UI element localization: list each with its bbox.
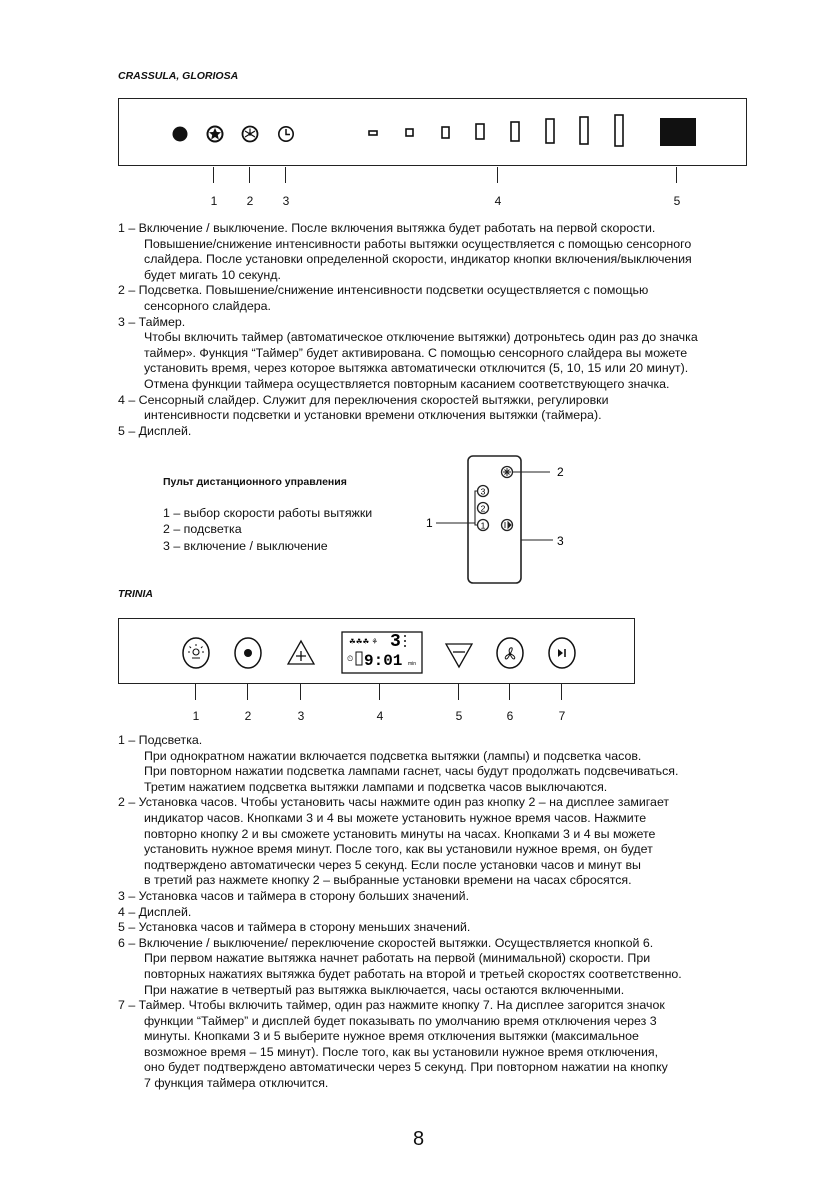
text-line: 1 – Включение / выключение. После включения вытяжка будет работать на первой скорости. [118, 221, 656, 235]
text-line: 2 – Подсветка. Повышение/снижение интенсивности подсветки осуществляется с помощью [118, 283, 649, 298]
text-line: 7 – Таймер. Чтобы включить таймер, один раз нажмите кнопку 7. На дисплее загорится значок [118, 998, 665, 1013]
text-line: 3 – Установка часов и таймера в сторону больших значений. [118, 888, 470, 903]
text-line: 1 – Подсветка. [118, 733, 203, 747]
text-line: Чтобы включить таймер (автоматическое отключение вытяжки) дотроньтесь один раз до значка [144, 330, 698, 345]
text-line: оно будет подтверждено автоматически через 5 секунд. При повторном нажатии на кнопку [144, 1060, 668, 1075]
callout-tick [561, 684, 562, 700]
remote-control-drawing [420, 455, 590, 585]
callout-number: 1 [210, 194, 218, 208]
lcd-unit: min [408, 661, 417, 667]
text-line: При нажатие в четвертый раз вытяжка выключается, часы остаются включенными. [144, 982, 625, 997]
callout-tick [213, 167, 214, 183]
callout-tick [379, 684, 380, 700]
callout-tick [300, 684, 301, 700]
display-screen [660, 118, 696, 146]
lcd-display [342, 632, 422, 673]
text-line: 4 – Дисплей. [118, 904, 192, 919]
remote-body [468, 456, 521, 583]
lcd-time: 9:01 [364, 652, 403, 670]
text-line: 5 – Установка часов и таймера в сторону меньших значений. [118, 920, 471, 935]
text-line: таймер». Функция “Таймер” будет активирована. С помощью сенсорного слайдера вы можете [144, 345, 688, 360]
slider-bars [369, 115, 623, 146]
page-number: 8 [413, 1128, 425, 1150]
fan-icon [243, 127, 258, 142]
text-line: будет мигать 10 секунд. [144, 267, 281, 282]
text-line: Повышение/снижение интенсивности работы вытяжки осуществляется с помощью сенсорного [144, 236, 692, 251]
text-line: подтверждено автоматически через 5 секунд. Если после установки часов и минут вы [144, 857, 641, 872]
text-line: 7 функция таймера отключится. [144, 1076, 329, 1091]
text-line: повторных нажатиях вытяжка будет работать на второй и третьей скоростях соответственно. [144, 966, 682, 981]
callout-number: 6 [506, 709, 514, 723]
crassula-panel-icons [119, 99, 748, 167]
power-icon [173, 127, 188, 142]
remote-legend-item: 2 – подсветка [163, 522, 242, 537]
callout-number: 4 [376, 709, 384, 723]
callout-number: 3 [297, 709, 305, 723]
text-line: сенсорного слайдера. [144, 298, 271, 313]
callout-number: 2 [557, 465, 564, 479]
callout-tick [285, 167, 286, 183]
svg-text:⏲: ⏲ [347, 654, 354, 663]
clock-icon [279, 127, 293, 141]
remote-button-label: 2 [480, 503, 486, 514]
remote-button-label: 1 [480, 520, 486, 531]
timer-button-icon [549, 638, 575, 668]
remote-legend [163, 505, 372, 554]
clock-set-button-icon [235, 638, 261, 668]
decrease-icon [446, 644, 472, 667]
remote-legend-item: 1 – выбор скорости работы вытяжки [163, 506, 373, 520]
text-line: индикатор часов. Кнопками 3 и 4 вы можете установить нужное время часов. Нажмите [144, 810, 647, 825]
callout-number: 2 [244, 709, 252, 723]
text-line: 4 – Сенсорный слайдер. Служит для переключения скоростей вытяжки, регулировки [118, 392, 609, 407]
callout-tick [195, 684, 196, 700]
light-icon [208, 127, 223, 142]
text-line: Третим нажатием подсветка вытяжки лампами и подсветка часов выключаются. [144, 779, 608, 794]
callout-tick [509, 684, 510, 700]
callout-tick [249, 167, 250, 183]
text-line: При повторном нажатии подсветка лампами гаснет, часы будут продолжать подсвечиваться. [144, 764, 679, 779]
text-line: 2 – Установка часов. Чтобы установить часы нажмите один раз кнопку 2 – на дисплее замигает [118, 795, 670, 810]
callout-number: 5 [455, 709, 463, 723]
crassula-description [118, 221, 798, 439]
text-line: 6 – Включение / выключение/ переключение скоростей вытяжки. Осуществляется кнопкой 6. [118, 935, 654, 950]
trinia-control-panel [118, 618, 635, 684]
callout-number: 4 [494, 194, 502, 208]
svg-text:☘☘☘ ⚘: ☘☘☘ ⚘ [349, 637, 379, 646]
text-line: повторно кнопку 2 и вы сможете установить минуты на часах. Кнопками 3 и 4 вы можете [144, 826, 656, 841]
text-line: установить время, через которое вытяжка автоматически отключится (5, 10, 15 или 20 минут). [144, 361, 689, 376]
text-line: возможное время – 15 минут). После того, как вы установили нужное время отключения, [144, 1044, 659, 1059]
callout-number: 3 [557, 534, 564, 548]
increase-icon [288, 641, 314, 664]
text-line: слайдера. После установки определенной скорости, индикатор кнопки включения/выключения [144, 252, 692, 267]
text-line: 3 – Таймер. [118, 314, 186, 329]
callout-number: 5 [673, 194, 681, 208]
callout-tick [676, 167, 677, 183]
text-line: интенсивности подсветки и установки времени отключения вытяжки (таймера). [144, 408, 602, 423]
trinia-description [118, 733, 808, 1092]
callout-number: 2 [246, 194, 254, 208]
text-line: в третий раз нажмете кнопку 2 – выбранные установки времени на часах сбросятся. [144, 873, 632, 888]
text-line: При однократном нажатии включается подсветка вытяжки (лампы) и подсветка часов. [144, 748, 642, 763]
text-line: 5 – Дисплей. [118, 423, 192, 438]
trinia-panel-icons [119, 619, 636, 685]
callout-number: 1 [192, 709, 200, 723]
callout-tick [247, 684, 248, 700]
callout-tick [458, 684, 459, 700]
crassula-control-panel [118, 98, 747, 166]
section-title-trinia: TRINIA [118, 588, 153, 600]
light-button-icon [183, 638, 209, 668]
text-line: минуты. Кнопками 3 и 5 выберите нужное время отключения вытяжки (максимальное [144, 1029, 639, 1044]
section-title-crassula: CRASSULA, GLORIOSA [118, 70, 239, 82]
remote-button-label: 3 [480, 486, 486, 497]
text-line: установить нужное время минут. После того, как вы установили нужное время, он будет [144, 842, 653, 857]
text-line: Отмена функции таймера осуществляется повторным касанием соответствующего значка. [144, 376, 670, 391]
text-line: При первом нажатие вытяжка начнет работать на первой (минимальной) скорости. При [144, 951, 651, 966]
text-line: функции “Таймер” и дисплей будет показывать по умолчанию время отключения через 3 [144, 1013, 657, 1028]
lcd-big-digit: 3 [390, 632, 401, 652]
remote-legend-item: 3 – включение / выключение [163, 538, 328, 553]
callout-number: 1 [426, 516, 433, 530]
callout-number: 7 [558, 709, 566, 723]
fan-button-icon [497, 638, 523, 668]
callout-number: 3 [282, 194, 290, 208]
callout-tick [497, 167, 498, 183]
remote-title: Пульт дистанционного управления [163, 476, 347, 488]
